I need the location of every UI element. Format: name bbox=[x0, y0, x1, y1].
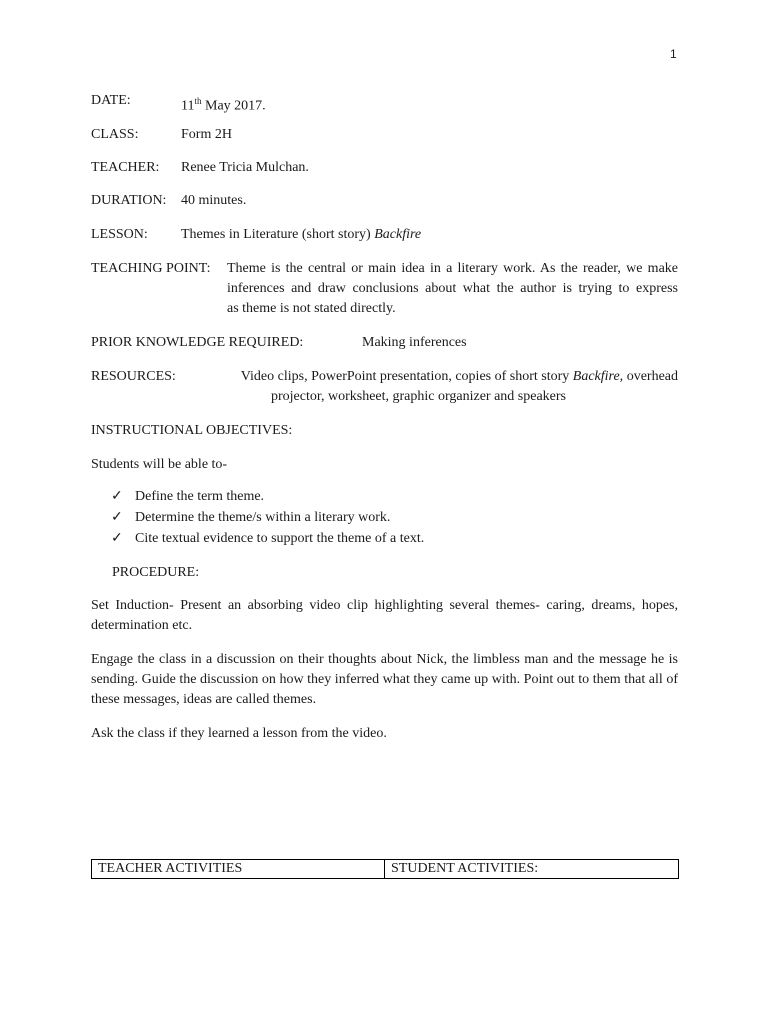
class-label: CLASS: bbox=[91, 127, 139, 142]
duration-label: DURATION: bbox=[91, 193, 167, 208]
resources-story-title: Backfire, bbox=[572, 369, 624, 384]
date-label: DATE: bbox=[91, 93, 131, 108]
check-icon: ✓ bbox=[111, 531, 123, 546]
teacher-value: Renee Tricia Mulchan. bbox=[181, 160, 309, 175]
lesson-story-title: Backfire bbox=[374, 227, 422, 242]
check-icon: ✓ bbox=[111, 489, 123, 504]
date-value bbox=[181, 91, 266, 117]
resources-line-1 bbox=[91, 367, 678, 387]
objective-item bbox=[111, 508, 424, 529]
paragraph-ask-class: Ask the class if they learned a lesson from the video. bbox=[91, 726, 387, 741]
date-day: 11 bbox=[181, 98, 195, 114]
teaching-point-line-2: inferences and draw conclusions about what the author is trying to express bbox=[227, 281, 678, 296]
objective-text: Determine the theme/s within a literary work. bbox=[135, 510, 391, 525]
procedure-heading: PROCEDURE: bbox=[112, 565, 200, 580]
lesson-value bbox=[181, 225, 421, 245]
date-suffix: th bbox=[194, 96, 202, 106]
lesson-label: LESSON: bbox=[91, 227, 148, 242]
teaching-point-line-1: Theme is the central or main idea in a literary work. As the reader, we make bbox=[227, 261, 678, 276]
resources-text-b: overhead bbox=[623, 369, 678, 384]
teacher-activities-header: TEACHER ACTIVITIES bbox=[92, 860, 385, 878]
objective-text: Define the term theme. bbox=[135, 489, 265, 504]
instructional-objectives-heading: INSTRUCTIONAL OBJECTIVES: bbox=[91, 423, 293, 438]
prior-knowledge-value: Making inferences bbox=[362, 335, 467, 350]
paragraph-set-induction: Set Induction- Present an absorbing video clip highlighting several themes- caring, dreams, hopes, determination etc. bbox=[91, 598, 678, 633]
objective-text: Cite textual evidence to support the theme of a text. bbox=[135, 531, 425, 546]
students-intro: Students will be able to- bbox=[91, 457, 228, 472]
resources-text-a: Video clips, PowerPoint presentation, copies of short story bbox=[240, 369, 573, 384]
teaching-point-label: TEACHING POINT: bbox=[91, 261, 211, 276]
page-number: 1 bbox=[670, 47, 677, 61]
class-value: Form 2H bbox=[181, 127, 232, 142]
lesson-text: Themes in Literature (short story) bbox=[181, 227, 375, 242]
objective-item bbox=[111, 487, 424, 508]
teaching-point-line-3: as theme is not stated directly. bbox=[227, 301, 396, 316]
date-rest: May 2017. bbox=[201, 98, 266, 114]
prior-knowledge-label: PRIOR KNOWLEDGE REQUIRED: bbox=[91, 335, 304, 350]
paragraph-engage-class: Engage the class in a discussion on their thoughts about Nick, the limbless man and the message he is sending. Guide the discussion on how they inferred what they came up with. Point out to them that all of these messages, ideas are called themes. bbox=[91, 652, 678, 707]
teacher-label: TEACHER: bbox=[91, 160, 160, 175]
resources-line-2: projector, worksheet, graphic organizer and speakers bbox=[271, 389, 567, 404]
student-activities-header: STUDENT ACTIVITIES: bbox=[391, 861, 539, 876]
resources-label: RESOURCES: bbox=[91, 369, 176, 384]
activities-table-header bbox=[91, 859, 679, 879]
check-icon: ✓ bbox=[111, 510, 123, 525]
objectives-list bbox=[111, 487, 424, 550]
resources-text bbox=[241, 367, 678, 387]
objective-item bbox=[111, 529, 424, 550]
duration-value: 40 minutes. bbox=[181, 193, 247, 208]
